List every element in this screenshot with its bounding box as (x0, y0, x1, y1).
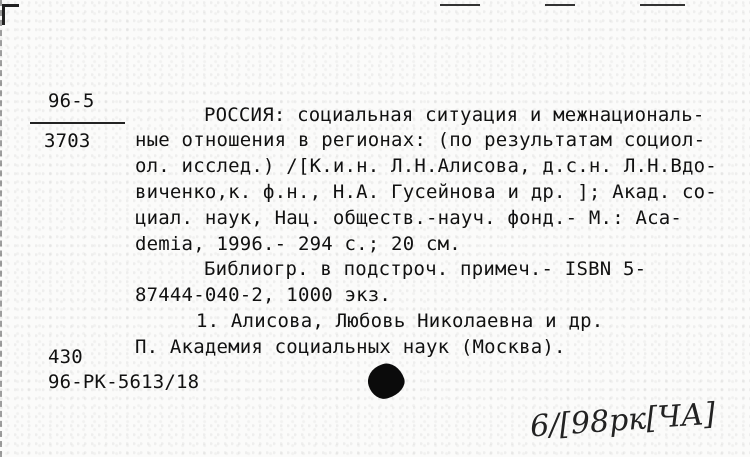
top-edge-mark (440, 4, 480, 6)
entry-line: П. Академия социальных наук (Москва). (135, 336, 566, 358)
registry-number: 96-РК-5613/18 (48, 371, 200, 393)
handwritten-mark: 6/[98рк[ЧА] (529, 396, 717, 445)
classification-top: 96-5 (48, 90, 95, 112)
corner-mark (2, 4, 19, 25)
entry-line: ные отношения в регионах: (по результатам социол- (135, 129, 706, 151)
entry-line: РОССИЯ: социальная ситуация и межнациональ- (204, 104, 705, 126)
card-left-edge (0, 0, 16, 457)
classification-rule (30, 122, 125, 124)
code-430: 430 (48, 346, 83, 368)
entry-line: ол. исслед.) /[К.и.н. Л.Н.Алисова, д.с.н. Л.Н.Вдо- (135, 155, 717, 177)
classification-bottom: 3703 (44, 130, 91, 152)
entry-line: 1. Алисова, Любовь Николаевна и др. (196, 310, 604, 332)
entry-line: виченко,к. ф.н., Н.А. Гусейнова и др. ]; Акад. со- (135, 181, 717, 203)
top-edge-mark (640, 4, 685, 6)
entry-line: 87444-040-2, 1000 экз. (135, 284, 392, 306)
entry-line: Библиогр. в подстроч. примеч.- ISBN 5- (204, 258, 647, 280)
entry-line: циал. наук, Нац. обществ.-науч. фонд.- М.: Aca- (135, 207, 683, 229)
entry-line: demia, 1996.- 294 с.; 20 см. (135, 233, 461, 255)
top-edge-mark (545, 4, 575, 6)
ink-blot (364, 359, 409, 402)
